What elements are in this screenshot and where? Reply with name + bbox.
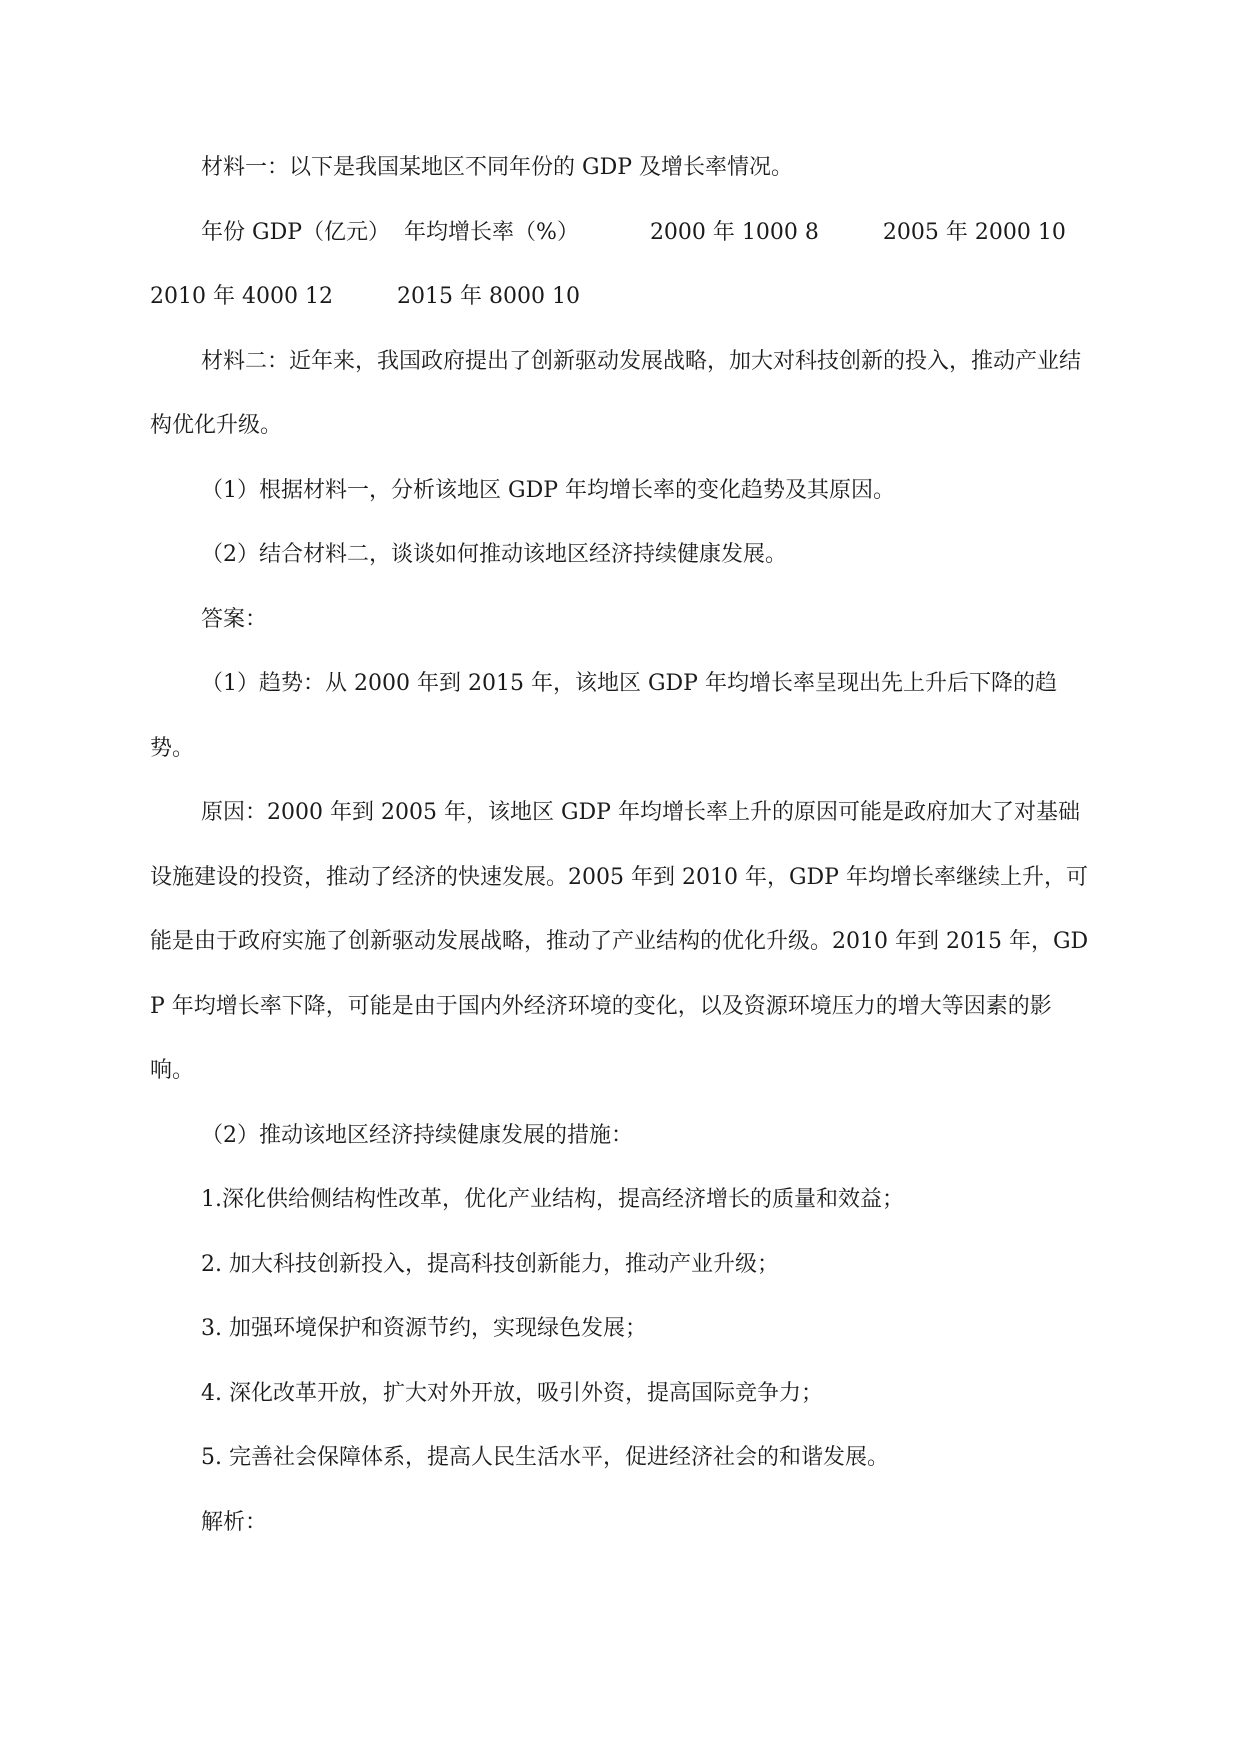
row-2005-year: 2005 年: [882, 219, 968, 245]
header-year: 年份: [201, 219, 246, 245]
measure-item-3: 3. 加强环境保护和资源节约，实现绿色发展；: [201, 1316, 647, 1341]
row-2000-year: 2000 年: [649, 219, 735, 245]
question-one: （1）根据材料一，分析该地区 GDP 年均增长率的变化趋势及其原因。: [201, 477, 896, 503]
row-2015-rate: 10: [551, 284, 580, 309]
question-two: （2）结合材料二，谈谈如何推动该地区经济持续健康发展。: [201, 542, 787, 567]
document-body: [150, 136, 1090, 1555]
row-2005-rate: 10: [1037, 219, 1066, 245]
header-gdp: GDP（亿元）: [252, 219, 391, 245]
row-2010-year: 2010 年: [150, 284, 235, 309]
answer-label: 答案：: [201, 606, 268, 632]
measure-item-4: 4. 深化改革开放，扩大对外开放，吸引外资，提高国际竞争力；: [201, 1380, 823, 1406]
measures-title: （2）推动该地区经济持续健康发展的措施：: [201, 1122, 633, 1148]
analysis-label: 解析：: [201, 1509, 268, 1535]
material-one-intro: 材料一：以下是我国某地区不同年份的 GDP 及增长率情况。: [201, 155, 794, 180]
row-2000-gdp: 1000: [741, 219, 798, 245]
measure-item-5: 5. 完善社会保障体系，提高人民生活水平，促进经济社会的和谐发展。: [201, 1445, 889, 1470]
row-2015-gdp: 8000: [488, 284, 545, 309]
header-rate: 年均增长率（%）: [404, 219, 579, 245]
material-one-data-line-2: [150, 265, 1090, 330]
measure-item-2: 2. 加大科技创新投入，提高科技创新能力，推动产业升级；: [201, 1251, 779, 1277]
row-2010-rate: 12: [304, 284, 333, 309]
material-one-data-line-1: [150, 201, 1090, 266]
row-2005-gdp: 2000: [974, 219, 1031, 245]
row-2000-rate: 8: [804, 219, 819, 245]
measure-item-1: 1.深化供给侧结构性改革，优化产业结构，提高经济增长的质量和效益；: [201, 1187, 904, 1212]
answer-reason: 原因：2000 年到 2005 年，该地区 GDP 年均增长率上升的原因可能是政府加大了对基础设施建设的投资，推动了经济的快速发展。2005 年到 2010 年，GDP 年均增长率继续上升，可能是由于政府实施了创新驱动发展战略，推动了产业结构的优化升级。2010 年到 2015 年，GDP 年均增长率下降，可能是由于国内外经济环境的变化，以及资源环境压力的增大等因素的影响。: [150, 800, 1089, 1083]
row-2010-gdp: 4000: [241, 284, 298, 309]
answer-trend: （1）趋势：从 2000 年到 2015 年，该地区 GDP 年均增长率呈现出先上升后下降的趋势。: [150, 671, 1057, 761]
row-2015-year: 2015 年: [396, 284, 482, 309]
material-two-text: 材料二：近年来，我国政府提出了创新驱动发展战略，加大对科技创新的投入，推动产业结构优化升级。: [150, 348, 1082, 438]
